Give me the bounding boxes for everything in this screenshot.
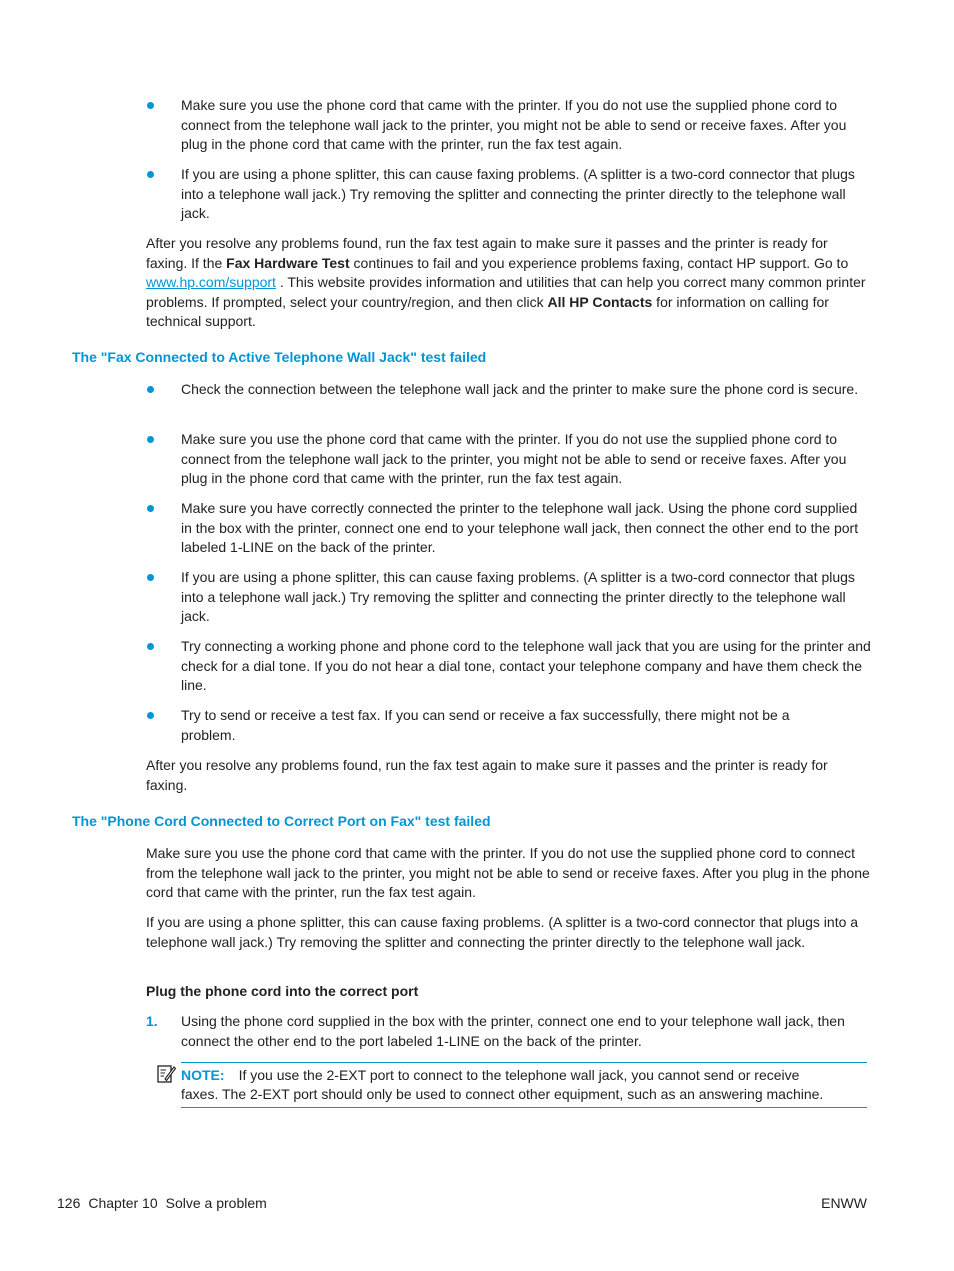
bullet-icon bbox=[146, 706, 156, 716]
text: for information on calling for technical support. bbox=[146, 293, 829, 329]
bullet-icon bbox=[146, 96, 156, 106]
text: After you resolve any problems found, run the fax test again to make sure it passes and the printer is ready for faxing. If the bbox=[146, 235, 828, 271]
bullet-icon bbox=[146, 637, 156, 647]
bold-text: Fax Hardware Test bbox=[226, 254, 350, 271]
chapter-label: Chapter 10 bbox=[88, 1195, 158, 1211]
step-number: 1. bbox=[146, 1013, 158, 1029]
bullet-icon bbox=[146, 499, 156, 509]
note-text bbox=[181, 1066, 871, 1086]
support-link[interactable]: www.hp.com/support bbox=[146, 274, 276, 290]
step-text: Using the phone cord supplied in the box with the printer, connect one end to your telephone wall jack, then connect the other end to the port labeled 1-LINE on the back of the printer. bbox=[181, 1013, 845, 1049]
procedure-heading: Plug the phone cord into the correct port bbox=[146, 983, 419, 999]
list-item: Try to send or receive a test fax. If you can send or receive a fax successfully, there might not be a problem. bbox=[181, 707, 790, 743]
text: continues to fail and you experience problems faxing, contact HP support. Go to bbox=[349, 254, 849, 271]
text: . This website provides information and utilities that can help you correct many common printer problems. If prompted, select your country/region, and then click bbox=[146, 274, 866, 310]
chapter-title: Solve a problem bbox=[165, 1195, 267, 1211]
list-item: Try connecting a working phone and phone cord to the telephone wall jack that you are using for the printer and check for a dial tone. If you do not hear a dial tone, contact your telephone company and have them check the line. bbox=[181, 638, 871, 693]
paragraph-support bbox=[146, 234, 871, 332]
list-item: If you are using a phone splitter, this can cause faxing problems. (A splitter is a two-cord connector that plugs into a telephone wall jack.) Try removing the splitter and connecting the printer directly to the telephone wall jack. bbox=[181, 166, 855, 221]
bullet-icon bbox=[146, 430, 156, 440]
list-item: Check the connection between the telephone wall jack and the printer to make sure the phone cord is secure. bbox=[181, 381, 859, 397]
note-line-2: faxes. The 2-EXT port should only be used to connect other equipment, such as an answering machine. bbox=[181, 1086, 824, 1102]
bullet-icon bbox=[146, 165, 156, 175]
list-item: If you are using a phone splitter, this can cause faxing problems. (A splitter is a two-cord connector that plugs into a telephone wall jack.) Try removing the splitter and connecting the printer directly to the telephone wall jack. bbox=[181, 569, 855, 624]
section-heading: The "Phone Cord Connected to Correct Port on Fax" test failed bbox=[72, 813, 491, 829]
bullet-icon bbox=[146, 568, 156, 578]
note-label: NOTE: bbox=[181, 1067, 225, 1083]
paragraph: Make sure you use the phone cord that came with the printer. If you do not use the supplied phone cord to connect from the telephone wall jack to the printer, you might not be able to send or receive faxes. After you plug in the phone cord that came with the printer, run the fax test again. bbox=[146, 845, 870, 900]
bold-text: All HP Contacts bbox=[547, 293, 653, 310]
note-icon bbox=[156, 1064, 176, 1084]
paragraph: If you are using a phone splitter, this can cause faxing problems. (A splitter is a two-cord connector that plugs into a telephone wall jack.) Try removing the splitter and connecting the printer directly to the telephone wall jack. bbox=[146, 914, 859, 950]
footer-left bbox=[57, 1194, 275, 1214]
page-number: 126 bbox=[57, 1195, 81, 1211]
list-item: Make sure you use the phone cord that came with the printer. If you do not use the supplied phone cord to connect from the telephone wall jack to the printer, you might not be able to send or receive faxes. After you plug in the phone cord that came with the printer, run the fax test again. bbox=[181, 431, 847, 486]
note-line-1: If you use the 2-EXT port to connect to the telephone wall jack, you cannot send or receive bbox=[238, 1067, 800, 1083]
paragraph: After you resolve any problems found, run the fax test again to make sure it passes and the printer is ready for faxing. bbox=[146, 757, 828, 793]
section-heading: The "Fax Connected to Active Telephone Wall Jack" test failed bbox=[72, 349, 487, 365]
list-item: Make sure you have correctly connected the printer to the telephone wall jack. Using the phone cord supplied in the box with the printer, connect one end to your telephone wall jack, then connect the other end to the port labeled 1-LINE on the back of the printer. bbox=[181, 500, 859, 555]
bullet-icon bbox=[146, 380, 156, 390]
footer-right: ENWW bbox=[821, 1195, 867, 1211]
list-item: Make sure you use the phone cord that came with the printer. If you do not use the supplied phone cord to connect from the telephone wall jack to the printer, you might not be able to send or receive faxes. After you plug in the phone cord that came with the printer, run the fax test again. bbox=[181, 97, 847, 152]
